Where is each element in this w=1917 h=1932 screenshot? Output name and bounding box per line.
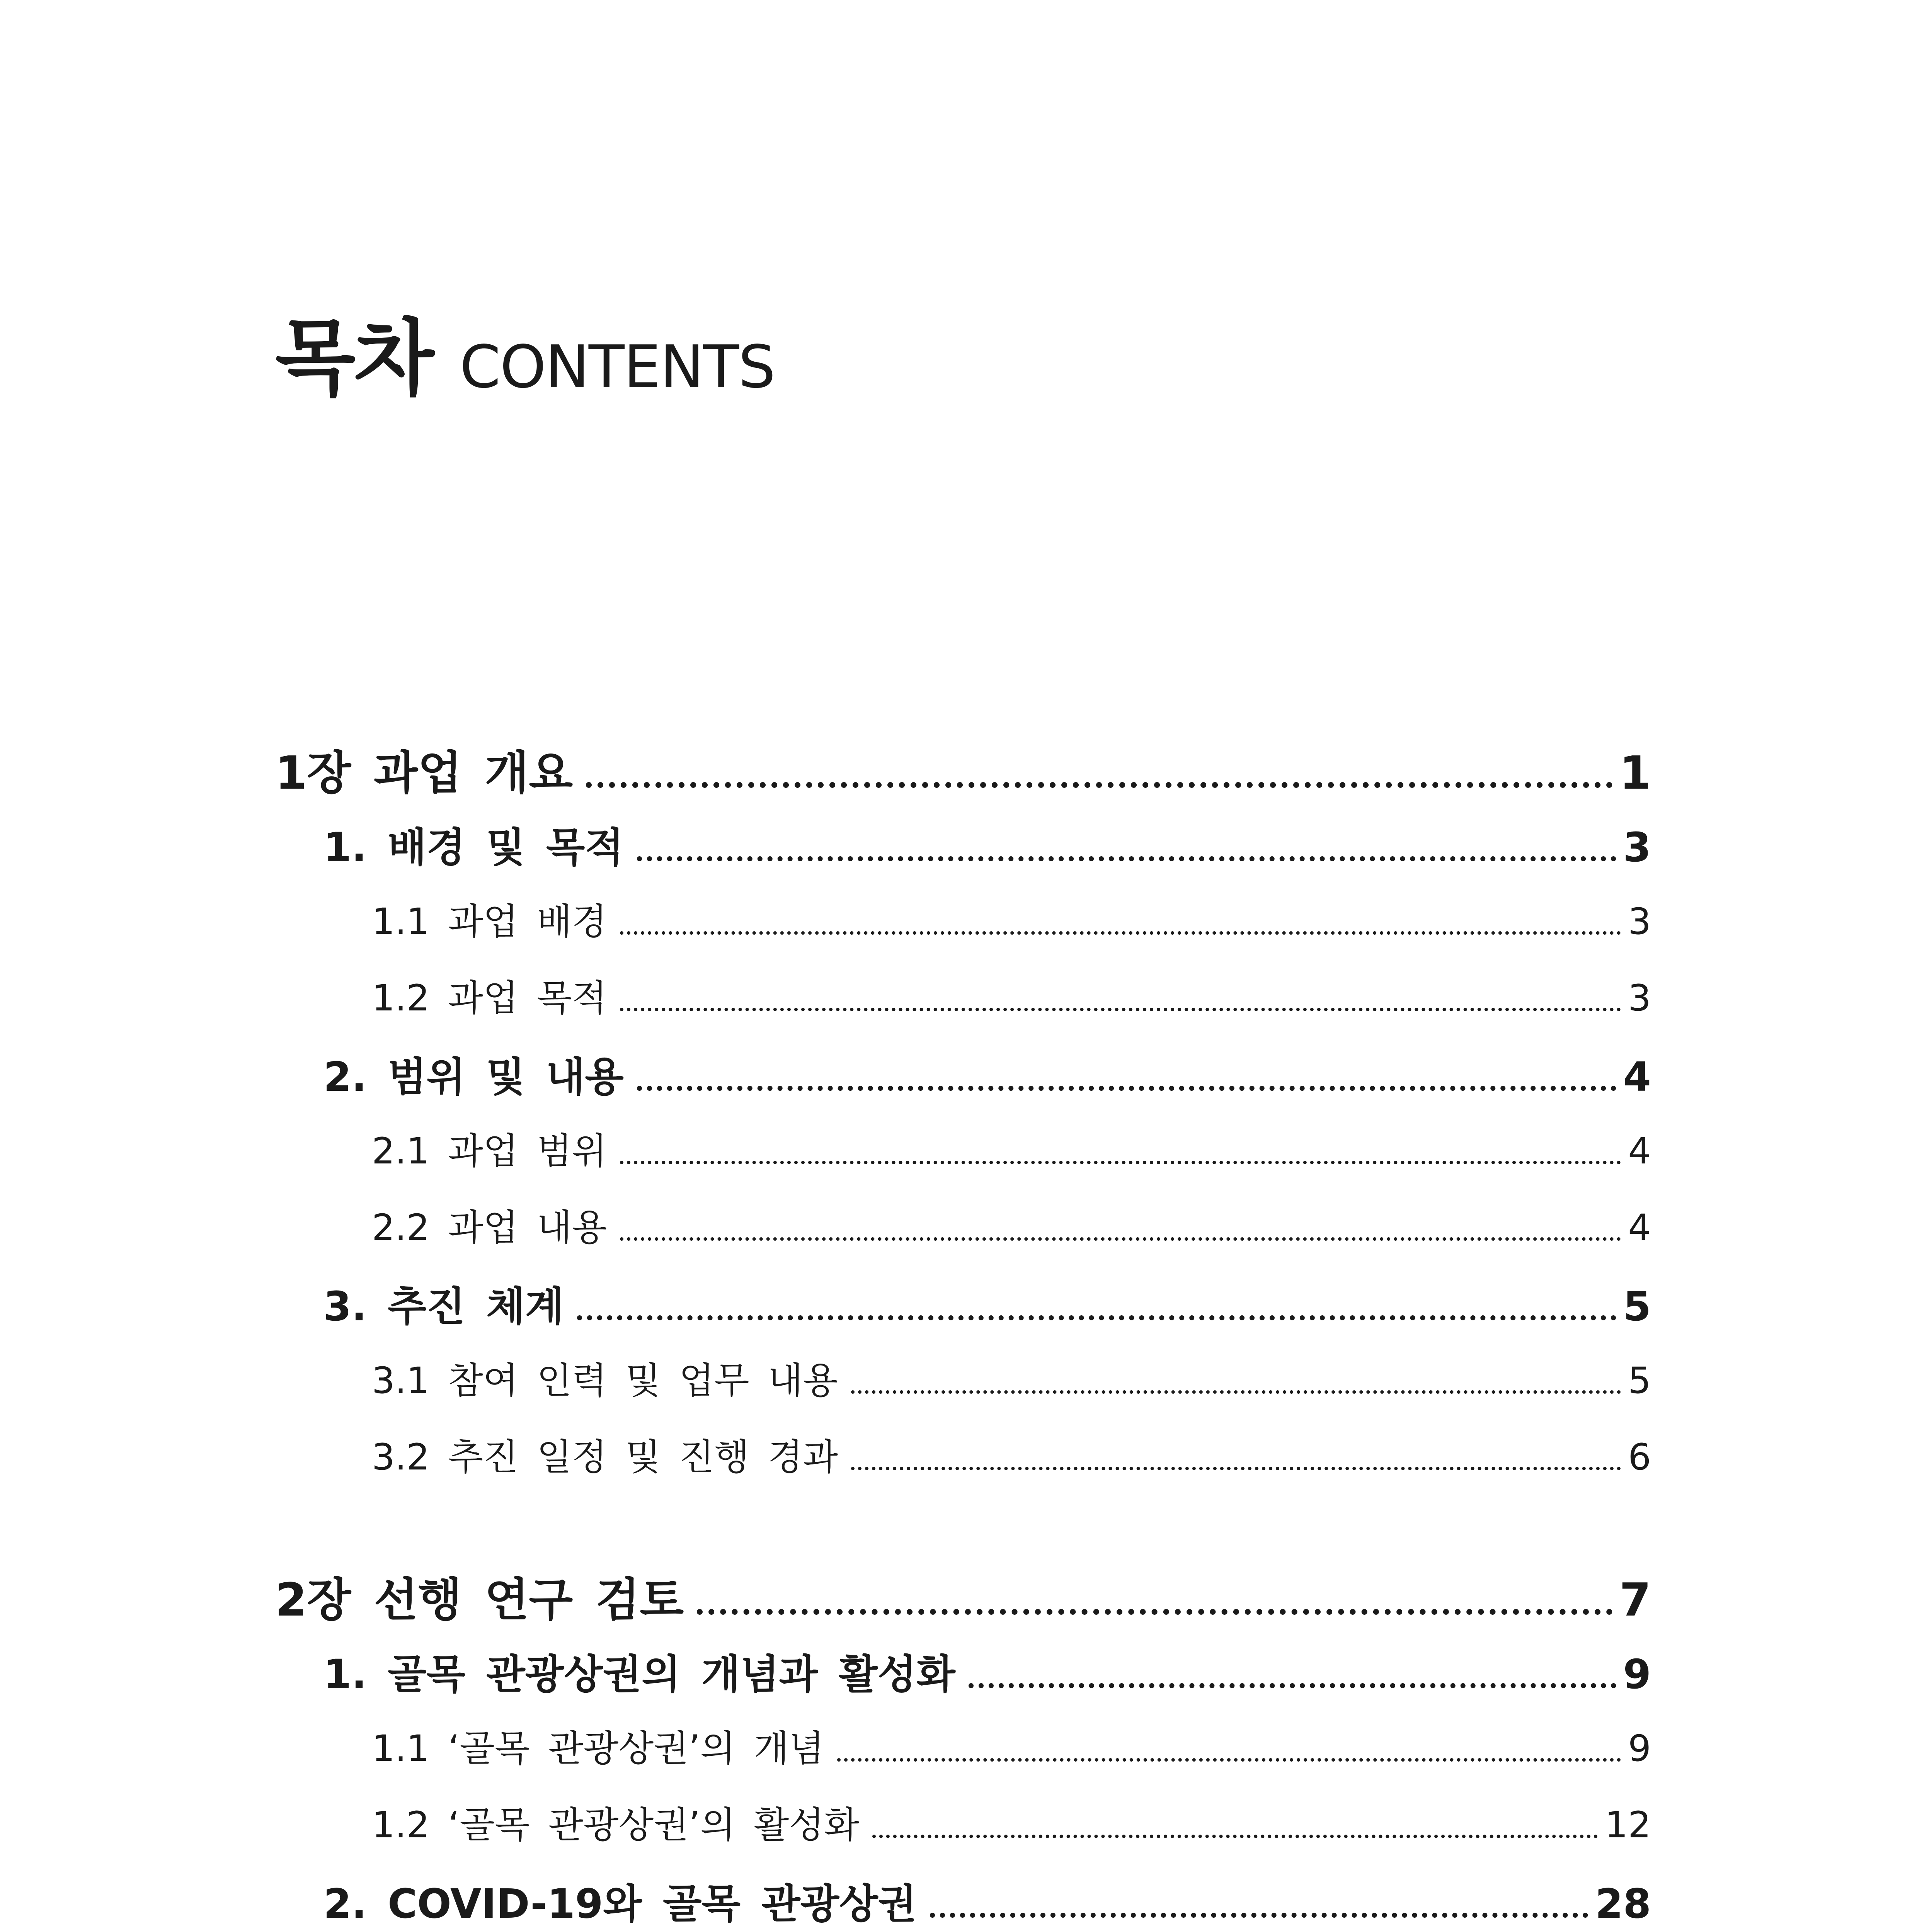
toc-section-label: 3. 추진 체계 [323,1283,564,1330]
toc-page-number: 4 [1623,1053,1651,1100]
toc-section-row[interactable] [323,1647,1651,1701]
dot-leader [620,931,1621,935]
toc-sub-row[interactable] [372,973,1651,1024]
dot-leader [586,782,1612,788]
toc-sub-label: 3.2 추진 일정 및 진행 경과 [372,1436,838,1478]
toc-section-row[interactable] [323,1279,1651,1333]
toc-sub-row[interactable] [372,1432,1651,1483]
dot-leader [620,1008,1621,1011]
page-title [275,310,775,407]
toc-sub-label: 2.2 과업 내용 [372,1207,607,1249]
toc-page-number: 3 [1628,901,1651,943]
toc-sub-row[interactable] [372,1800,1651,1850]
toc-sub-label: 1.2 ‘골목 관광상권’의 활성화 [372,1804,859,1846]
dot-leader [930,1913,1588,1918]
dot-leader [620,1161,1621,1164]
toc-sub-row[interactable] [372,1356,1651,1406]
dot-leader [969,1683,1616,1688]
dot-leader [620,1237,1621,1241]
toc-page-number: 4 [1628,1130,1651,1172]
toc-sub-row[interactable] [372,897,1651,947]
toc-page-number: 9 [1628,1728,1651,1770]
page-title-english: CONTENTS [460,333,775,401]
dot-leader [872,1835,1598,1838]
toc-section-row[interactable] [323,820,1651,874]
toc-page-number: 4 [1628,1207,1651,1249]
toc-page-number: 5 [1623,1283,1651,1330]
toc-page-number: 1 [1619,746,1651,799]
toc-section-label: 1. 골목 관광상권의 개념과 활성화 [323,1651,955,1698]
toc-sub-row[interactable] [372,1126,1651,1177]
toc-page-number: 28 [1595,1880,1651,1927]
toc-chapter-label: 2장 선행 연구 검토 [275,1573,684,1626]
toc-chapter-row[interactable] [275,1571,1651,1629]
toc-page-number: 9 [1623,1651,1651,1698]
toc-sub-label: 1.1 과업 배경 [372,901,607,943]
toc-page-number: 7 [1619,1573,1651,1626]
toc-section-label: 2. 범위 및 내용 [323,1053,624,1100]
dot-leader [851,1390,1621,1394]
toc-section-row[interactable] [323,1877,1651,1931]
dot-leader [837,1758,1621,1762]
toc-section-label: 1. 배경 및 목적 [323,824,624,871]
toc-sub-label: 3.1 참여 인력 및 업무 내용 [372,1360,838,1402]
toc-sub-row[interactable] [372,1724,1651,1774]
toc-sub-label: 2.1 과업 범위 [372,1130,607,1172]
toc-page-number: 3 [1628,977,1651,1019]
page-title-korean: 목차 [275,310,433,407]
dot-leader [637,1086,1616,1091]
toc-section-row[interactable] [323,1050,1651,1104]
dot-leader [637,856,1616,861]
dot-leader [851,1467,1621,1470]
toc-page-number: 6 [1628,1436,1651,1478]
toc-section-label: 2. COVID-19와 골목 관광상권 [323,1880,917,1927]
toc-page-number: 12 [1605,1804,1651,1846]
dot-leader [697,1609,1612,1615]
toc-page-number: 5 [1628,1360,1651,1402]
toc-sub-label: 1.1 ‘골목 관광상권’의 개념 [372,1728,824,1770]
dot-leader [577,1315,1616,1320]
toc-chapter-row[interactable] [275,744,1651,802]
toc-sub-row[interactable] [372,1203,1651,1253]
toc-chapter-label: 1장 과업 개요 [275,746,573,799]
toc-page-number: 3 [1623,824,1651,871]
toc-sub-label: 1.2 과업 목적 [372,977,607,1019]
